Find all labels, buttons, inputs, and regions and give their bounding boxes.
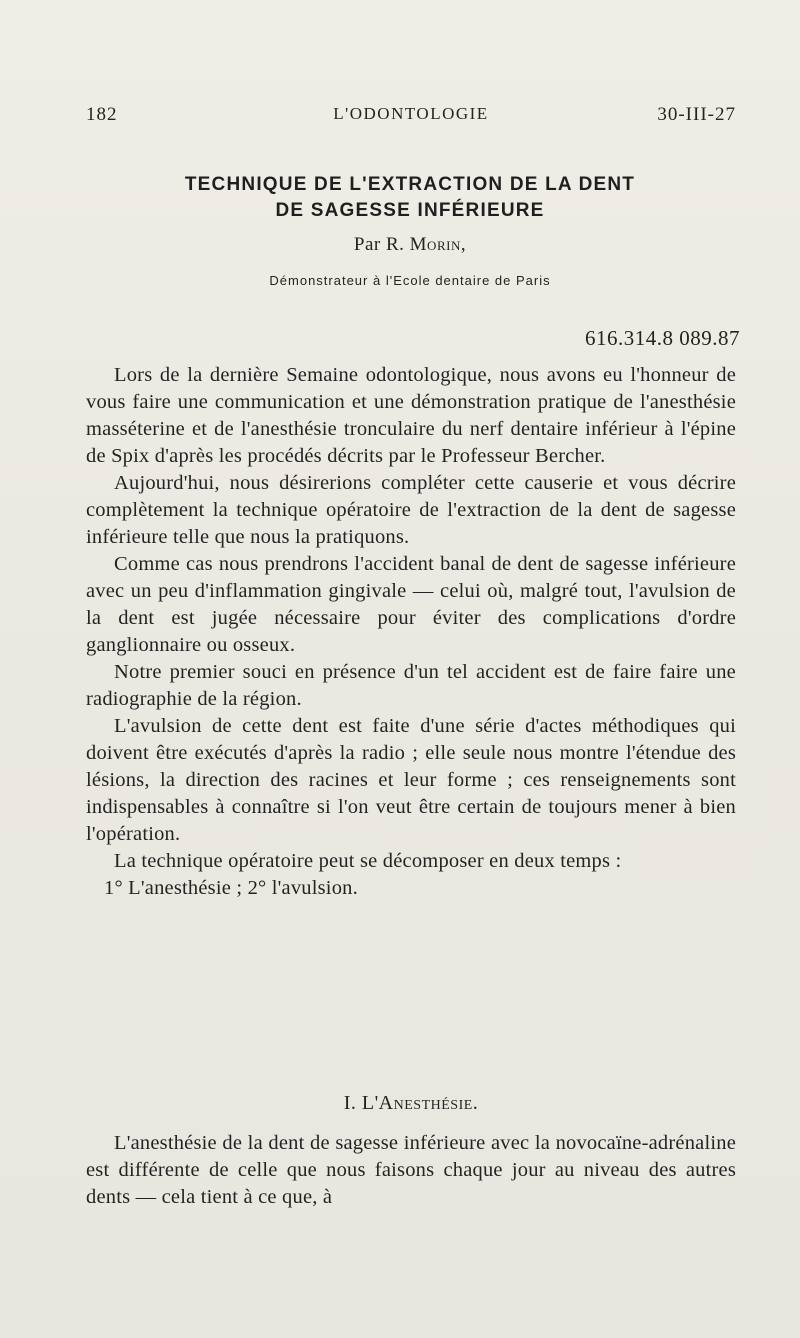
byline [80,234,740,256]
classification-number: 616.314.8 089.87 [585,326,740,350]
paragraph: L'anesthésie de la dent de sagesse inférieure avec la novocaïne-adrénaline est différente de celle que nous faisons chaque jour au niveau des autres dents — cela tient à ce que, à [86,1132,736,1208]
paragraph: Notre premier souci en présence d'un tel accident est de faire faire une radiographie de la région. [86,661,736,710]
author-name: Morin, [409,234,467,255]
article-title-line-1: TECHNIQUE DE L'EXTRACTION DE LA DENT [184,174,636,195]
section-numeral: I. [343,1092,357,1114]
paragraph: Aujourd'hui, nous désirerions compléter cette causerie et vous décrire complètement la technique opératoire de l'extraction de la dent de sagesse inférieure telle que nous la pratiquons. [86,472,736,548]
issue-date: 30-III-27 [657,104,736,125]
article-body-continued [86,1130,736,1211]
author-affiliation: Démonstrateur à l'Ecole dentaire de Paris [269,273,551,288]
paragraph: Lors de la dernière Semaine odontologique, nous avons eu l'honneur de vous faire une communication et une démonstration pratique de l'anesthésie masséterine et de l'anesthésie tronculaire du nerf dentaire inférieur à l'épine de Spix d'après les procédés décrits par le Professeur Bercher. [86,364,736,467]
paragraph-steps: 1° L'anesthésie ; 2° l'avulsion. [104,877,358,899]
article-body [86,362,736,902]
article-title [80,172,740,224]
paragraph: Comme cas nous prendrons l'accident banal de dent de sagesse inférieure avec un peu d'inflammation gingivale — celui où, malgré tout, l'avulsion de la dent est jugée nécessaire pour éviter des complications d'ordre ganglionnaire ou osseux. [86,553,736,656]
page-number: 182 [86,104,118,125]
article-title-line-2: DE SAGESSE INFÉRIEURE [275,200,545,221]
byline-prefix: Par R. [353,234,405,255]
paragraph: L'avulsion de cette dent est faite d'une série d'actes méthodiques qui doivent être exécutés d'après la radio ; elle seule nous montre l'étendue des lésions, la direction des racines et leur forme ; ces renseignements sont indispensables à connaître si l'on veut être certain de toujours mener à bien l'opération. [86,715,736,845]
running-header [86,104,736,134]
section-title: L'Anesthésie. [361,1092,479,1114]
section-heading [86,1092,736,1115]
paragraph: La technique opératoire peut se décomposer en deux temps : [114,850,622,872]
journal-name: L'ODONTOLOGIE [333,104,489,123]
